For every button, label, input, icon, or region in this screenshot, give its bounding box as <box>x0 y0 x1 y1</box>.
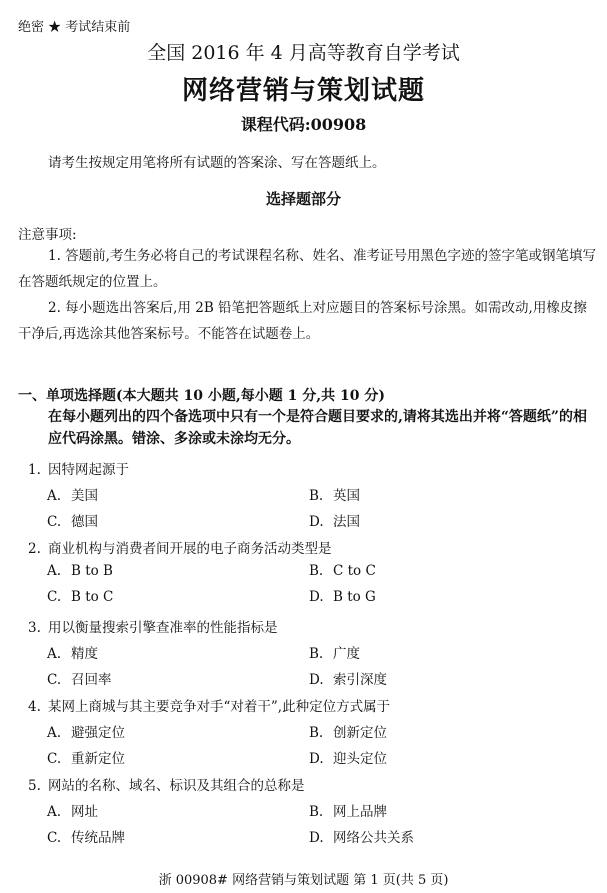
option-text: 重新定位 <box>71 751 125 767</box>
option-text: 英国 <box>333 488 360 504</box>
option-letter: B. <box>309 804 324 820</box>
option-letter: C. <box>47 830 62 846</box>
option-letter: A. <box>47 488 62 504</box>
section-description: 在每小题列出的四个备选项中只有一个是符合题目要求的,请将其选出并将“答题纸”的相应代码涂黑。错涂、多涂或未涂均无分。 <box>48 409 587 447</box>
answer-option <box>309 563 376 579</box>
option-letter: C. <box>47 514 62 530</box>
option-text: 广度 <box>333 646 360 662</box>
answer-option <box>47 510 98 530</box>
option-text: B to G <box>333 589 376 605</box>
answer-option <box>47 826 125 846</box>
answer-instruction: 请考生按规定用笔将所有试题的答案涂、写在答题纸上。 <box>48 155 386 171</box>
option-letter: A. <box>47 725 62 741</box>
confidential-label: 绝密 ★ 考试结束前 <box>18 20 131 35</box>
option-letter: C. <box>47 672 62 688</box>
answer-option <box>309 642 360 662</box>
option-text: 创新定位 <box>333 725 387 741</box>
option-text: 德国 <box>71 514 98 530</box>
answer-option <box>309 510 360 530</box>
option-letter: B. <box>309 563 324 579</box>
answer-option <box>309 668 387 688</box>
answer-option <box>47 642 98 662</box>
question-number: 4. <box>28 699 41 715</box>
question-text: 用以衡量搜索引擎查准率的性能指标是 <box>48 620 278 636</box>
answer-option <box>309 800 387 820</box>
option-letter: A. <box>47 563 62 579</box>
notes-title: 注意事项: <box>18 227 77 243</box>
question-text: 商业机构与消费者间开展的电子商务活动类型是 <box>48 541 332 557</box>
answer-option <box>47 484 98 504</box>
option-text: 网络公共关系 <box>333 830 414 846</box>
answer-option <box>47 563 113 579</box>
option-letter: B. <box>309 488 324 504</box>
question-stem <box>28 695 390 715</box>
option-letter: D. <box>309 589 324 605</box>
option-text: 避强定位 <box>71 725 125 741</box>
answer-option <box>47 800 98 820</box>
question-text: 网站的名称、域名、标识及其组合的总称是 <box>48 778 305 794</box>
part-title: 选择题部分 <box>265 190 341 208</box>
question-stem <box>28 537 332 557</box>
option-text: B to B <box>71 563 113 579</box>
option-text: 网上品牌 <box>333 804 387 820</box>
answer-option <box>47 589 113 605</box>
option-letter: D. <box>309 672 324 688</box>
question-stem <box>28 774 305 794</box>
answer-option <box>309 826 414 846</box>
question-number: 2. <box>28 541 41 557</box>
note-item-1: 1. 答题前,考生务必将自己的考试课程名称、姓名、准考证号用黑色字迹的签字笔或钢笔填写在答题纸规定的位置上。 <box>18 248 596 290</box>
question-number: 5. <box>28 778 41 794</box>
question-stem <box>28 616 278 636</box>
answer-option <box>309 484 360 504</box>
page-footer: 浙 00908# 网络营销与策划试题 第 1 页(共 5 页) <box>158 873 449 888</box>
option-text: 索引深度 <box>333 672 387 688</box>
answer-option <box>47 721 125 741</box>
course-code: 课程代码:00908 <box>240 115 367 134</box>
option-letter: D. <box>309 751 324 767</box>
option-letter: A. <box>47 646 62 662</box>
question-stem <box>28 458 129 478</box>
option-letter: D. <box>309 830 324 846</box>
option-letter: A. <box>47 804 62 820</box>
option-text: 精度 <box>71 646 98 662</box>
note-item-2: 2. 每小题选出答案后,用 2B 铅笔把答题纸上对应题目的答案标号涂黑。如需改动,用橡皮擦干净后,再选涂其他答案标号。不能答在试题卷上。 <box>18 300 587 342</box>
option-text: 迎头定位 <box>333 751 387 767</box>
option-letter: B. <box>309 646 324 662</box>
question-text: 某网上商城与其主要竞争对手“对着干”,此种定位方式属于 <box>48 699 391 715</box>
option-text: 召回率 <box>71 672 112 688</box>
option-letter: B. <box>309 725 324 741</box>
paper-title: 网络营销与策划试题 <box>181 76 425 106</box>
option-text: C to C <box>333 563 376 579</box>
answer-option <box>309 747 387 767</box>
option-text: B to C <box>71 589 114 605</box>
question-number: 1. <box>28 462 41 478</box>
answer-option <box>47 668 112 688</box>
option-letter: D. <box>309 514 324 530</box>
option-text: 网址 <box>71 804 98 820</box>
question-number: 3. <box>28 620 41 636</box>
answer-option <box>47 747 125 767</box>
option-text: 传统品牌 <box>71 830 125 846</box>
section-heading: 一、单项选择题(本大题共 10 小题,每小题 1 分,共 10 分) <box>18 388 385 404</box>
answer-option <box>309 721 387 741</box>
question-text: 因特网起源于 <box>48 462 129 478</box>
option-text: 法国 <box>333 514 360 530</box>
option-letter: C. <box>47 589 62 605</box>
exam-title: 全国 2016 年 4 月高等教育自学考试 <box>147 42 460 64</box>
answer-option <box>309 589 376 605</box>
option-letter: C. <box>47 751 62 767</box>
option-text: 美国 <box>71 488 98 504</box>
